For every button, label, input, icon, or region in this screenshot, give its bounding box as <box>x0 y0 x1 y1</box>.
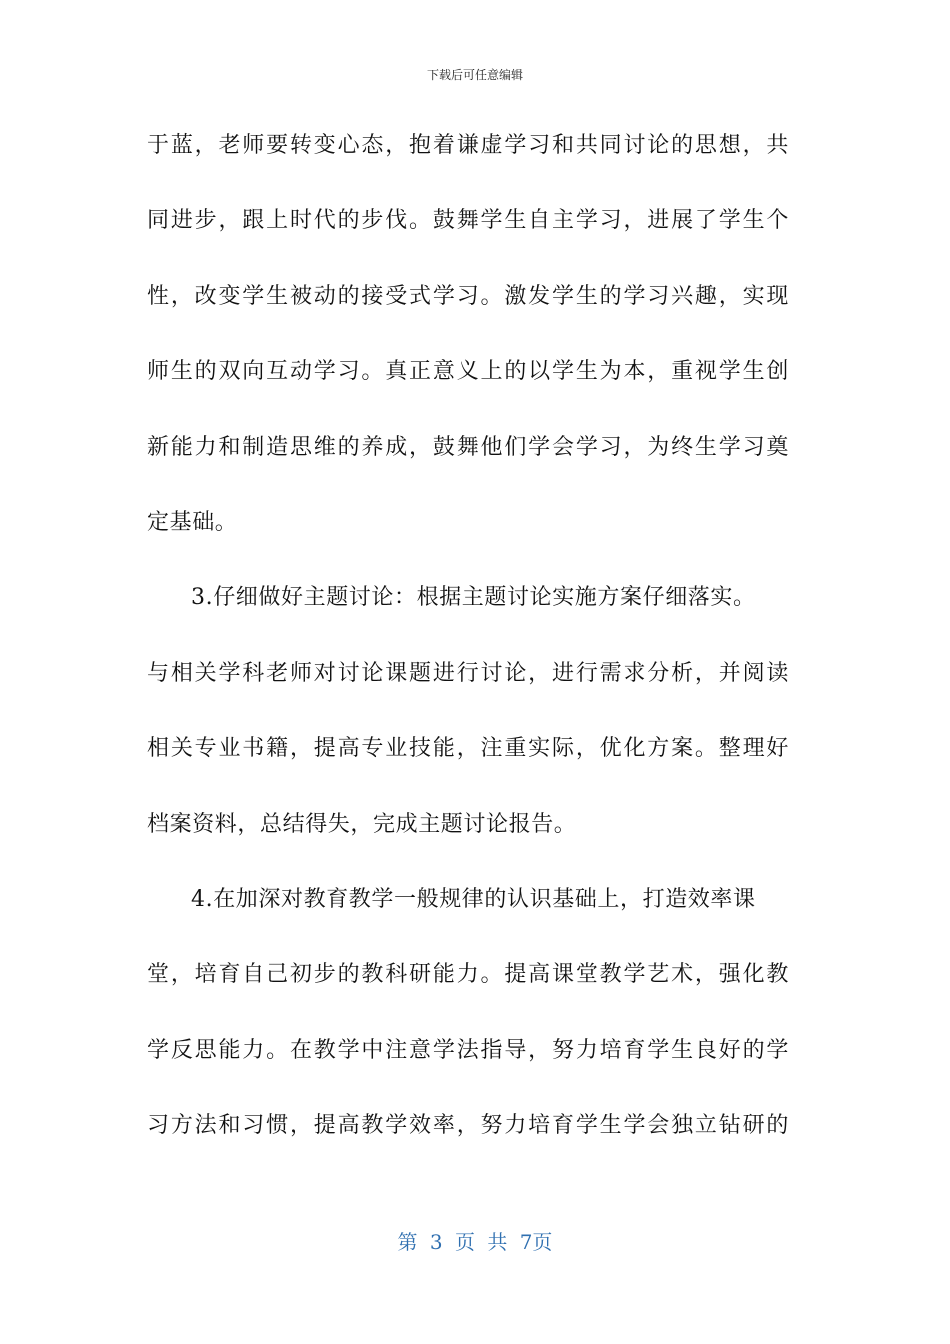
document-body <box>147 125 789 1180</box>
text-line: 堂，培育自己初步的教科研能力。提高课堂教学艺术，强化教 <box>147 962 789 988</box>
text-line: 新能力和制造思维的养成，鼓舞他们学会学习，为终生学习奠 <box>147 434 789 460</box>
text-line: 于蓝，老师要转变心态，抱着谦虚学习和共同讨论的思想，共 <box>147 133 789 158</box>
text-line: 与相关学科老师对讨论课题进行讨论，进行需求分析，并阅读 <box>147 660 789 686</box>
text-line: 师生的双向互动学习。真正意义上的以学生为本，重视学生创 <box>147 359 789 385</box>
text-line: 档案资料，总结得失，完成主题讨论报告。 <box>147 811 577 837</box>
text-line: 性，改变学生被动的接受式学习。激发学生的学习兴趣，实现 <box>147 283 789 309</box>
text-line: 习方法和习惯，提高教学效率，努力培育学生学会独立钻研的 <box>147 1113 789 1139</box>
text-line: 同进步，跟上时代的步伐。鼓舞学生自主学习，进展了学生个 <box>147 208 789 234</box>
text-line: 定基础。 <box>147 509 238 535</box>
text-line: 学反思能力。在教学中注意学法指导，努力培育学生良好的学 <box>147 1037 789 1063</box>
page-number-footer: 第 3 页 共 7页 <box>397 1230 553 1254</box>
text-line: 4.在加深对教育教学一般规律的认识基础上，打造效率课 <box>191 886 756 912</box>
page-header-note: 下载后可任意编辑 <box>426 68 523 82</box>
text-line: 3.仔细做好主题讨论：根据主题讨论实施方案仔细落实。 <box>191 585 756 611</box>
text-line: 相关专业书籍，提高专业技能，注重实际，优化方案。整理好 <box>147 736 789 762</box>
